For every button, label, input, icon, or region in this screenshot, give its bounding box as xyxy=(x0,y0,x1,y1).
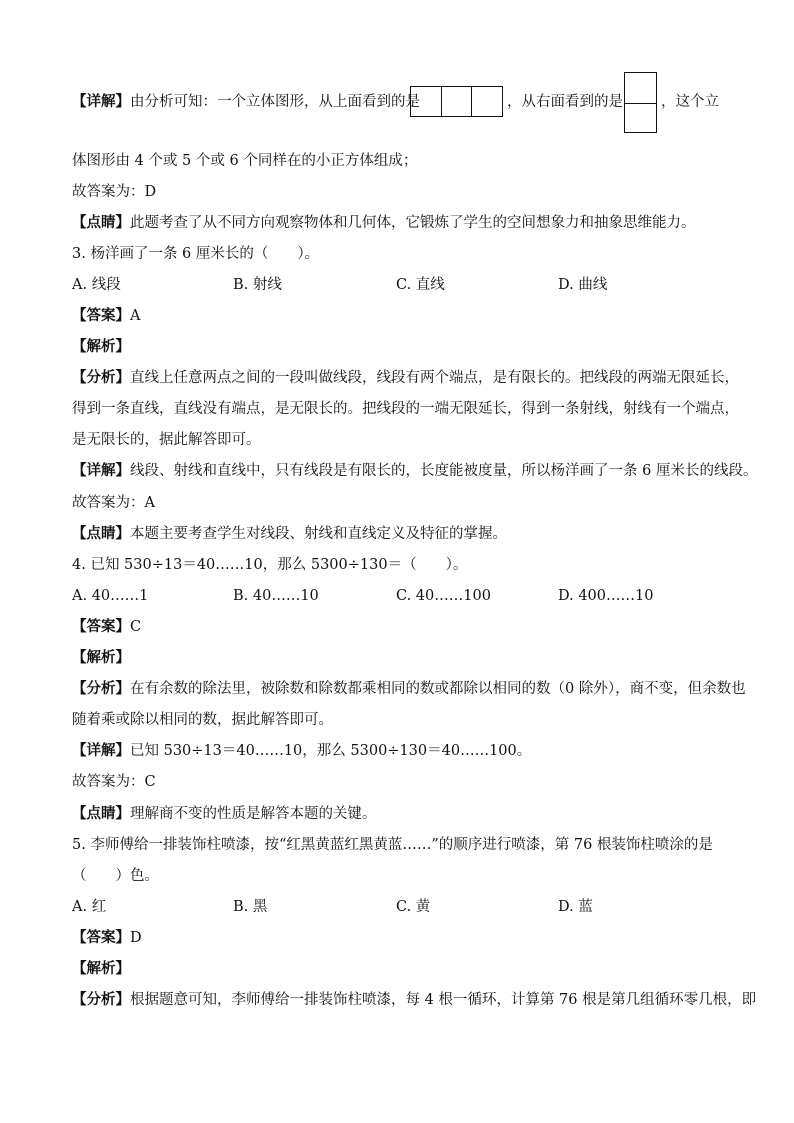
q5-option-b: B. 黑 xyxy=(233,899,268,915)
analysis-text: 在有余数的除法里，被除数和除数都乘相同的数或都除以相同的数（0 除外），商不变，但余数也 xyxy=(130,681,746,697)
detail-text: 线段、射线和直线中，只有线段是有限长的，长度能被度量，所以杨洋画了一条 6 厘米长的线段。 xyxy=(130,463,758,479)
q4-analysis-line-1 xyxy=(72,680,746,698)
q3-analysis-line-3: 是无限长的，据此解答即可。 xyxy=(72,432,261,448)
q3-option-a: A. 线段 xyxy=(72,277,121,293)
top-view-figure xyxy=(410,86,503,117)
detail-text-3: ，这个立 xyxy=(661,94,719,110)
q3-option-c: C. 直线 xyxy=(396,277,445,293)
detail-tag: 【详解】 xyxy=(72,742,130,759)
detail-text: 已知 530÷13＝40……10，那么 5300÷130＝40……100。 xyxy=(130,743,532,759)
top-view-cell xyxy=(442,87,473,116)
answer-line-q2: 故答案为：D xyxy=(72,184,157,200)
comment-text: 理解商不变的性质是解答本题的关键。 xyxy=(130,806,377,822)
q4-option-a: A. 40……1 xyxy=(72,588,149,604)
right-view-divider xyxy=(625,103,656,104)
q3-jiexi-tag: 【解析】 xyxy=(72,338,130,355)
detail-tag: 【详解】 xyxy=(72,462,130,479)
analysis-tag: 【分析】 xyxy=(72,991,130,1008)
q3-comment-line xyxy=(72,525,507,543)
analysis-text: 直线上任意两点之间的一段叫做线段，线段有两个端点，是有限长的。把线段的两端无限延长， xyxy=(130,370,739,386)
top-view-cell xyxy=(411,87,442,116)
comment-text: 本题主要考查学生对线段、射线和直线定义及特征的掌握。 xyxy=(130,526,507,542)
detail-text-2: ，从右面看到的是 xyxy=(507,94,623,110)
q5-analysis-line-1 xyxy=(72,991,756,1009)
top-view-cell xyxy=(472,87,502,116)
answer-tag: 【答案】 xyxy=(72,618,130,635)
answer-value: A xyxy=(130,308,141,324)
answer-value: D xyxy=(130,930,142,946)
comment-tag: 【点睛】 xyxy=(72,214,130,231)
analysis-text: 根据题意可知，李师傅给一排装饰柱喷漆，每 4 根一循环，计算第 76 根是第几组循环零几根，即 xyxy=(130,992,757,1008)
detail-continuation: 体图形由 4 个或 5 个或 6 个同样在的小正方体组成； xyxy=(72,153,418,169)
q4-option-b: B. 40……10 xyxy=(233,588,319,604)
comment-text: 此题考查了从不同方向观察物体和几何体，它锻炼了学生的空间想象力和抽象思维能力。 xyxy=(130,215,696,231)
q3-analysis-line-1 xyxy=(72,369,739,387)
q3-analysis-line-2: 得到一条直线，直线没有端点，是无限长的。把线段的一端无限延长，得到一条射线，射线有一个端点， xyxy=(72,401,739,417)
q4-option-c: C. 40……100 xyxy=(396,588,491,604)
answer-value: C xyxy=(130,619,142,635)
q5-option-d: D. 蓝 xyxy=(558,899,593,915)
q5-option-c: C. 黄 xyxy=(396,899,431,915)
q3-option-d: D. 曲线 xyxy=(558,277,608,293)
analysis-tag: 【分析】 xyxy=(72,680,130,697)
answer-tag: 【答案】 xyxy=(72,929,130,946)
q5-answer-line xyxy=(72,929,142,947)
analysis-tag: 【分析】 xyxy=(72,369,130,386)
comment-line-q2 xyxy=(72,214,696,232)
comment-tag: 【点睛】 xyxy=(72,805,130,822)
q4-analysis-line-2: 随着乘或除以相同的数，据此解答即可。 xyxy=(72,712,333,728)
answer-tag: 【答案】 xyxy=(72,307,130,324)
q4-answer-line xyxy=(72,618,141,636)
q4-option-d: D. 400……10 xyxy=(558,588,654,604)
q4-comment-line xyxy=(72,805,377,823)
detail-intro-line xyxy=(72,93,420,111)
right-view-figure xyxy=(624,72,657,133)
q3-answer-line xyxy=(72,307,140,325)
q5-option-a: A. 红 xyxy=(72,899,107,915)
detail-text-1: 由分析可知：一个立体图形，从上面看到的是 xyxy=(130,94,420,110)
q4-final-answer: 故答案为：C xyxy=(72,774,156,790)
q3-final-answer: 故答案为：A xyxy=(72,495,155,511)
question-5-stem-line-2: （ ）色。 xyxy=(72,868,159,884)
q4-detail-line xyxy=(72,742,531,760)
q3-detail-line xyxy=(72,462,757,480)
question-3-stem: 3. 杨洋画了一条 6 厘米长的（ ）。 xyxy=(72,246,320,262)
q5-jiexi-tag: 【解析】 xyxy=(72,960,130,977)
question-5-stem-line-1: 5. 李师傅给一排装饰柱喷漆，按“红黑黄蓝红黑黄蓝……”的顺序进行喷漆，第 76 根装饰柱喷涂的是 xyxy=(72,837,713,853)
question-4-stem: 4. 已知 530÷13＝40……10，那么 5300÷130＝（ ）。 xyxy=(72,557,468,573)
q4-jiexi-tag: 【解析】 xyxy=(72,649,130,666)
detail-tag: 【详解】 xyxy=(72,93,130,110)
q3-option-b: B. 射线 xyxy=(233,277,282,293)
comment-tag: 【点睛】 xyxy=(72,525,130,542)
